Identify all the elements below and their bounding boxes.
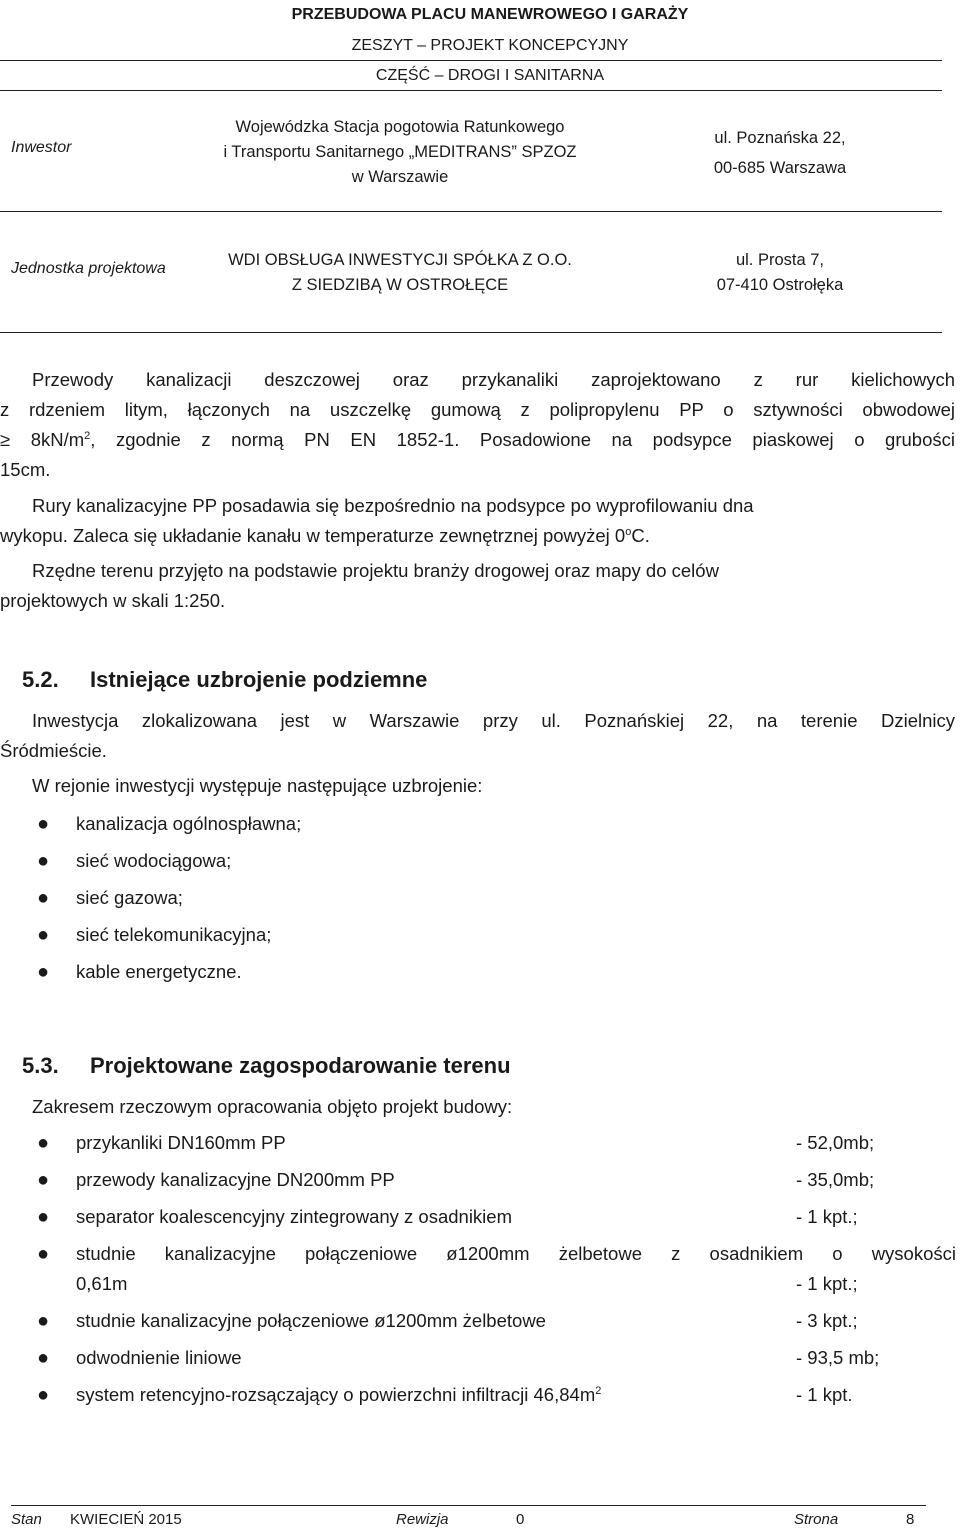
- footer-stan-label: Stan: [11, 1511, 42, 1528]
- header-divider: [0, 211, 942, 212]
- project-part: CZĘŚĆ – DROGI I SANITARNA: [375, 67, 605, 84]
- bullet-icon: ●: [37, 1243, 50, 1265]
- bullet-icon: ●: [37, 961, 50, 983]
- design-unit-address: ul. Prosta 7, 07-410 Ostrołęka: [716, 251, 844, 294]
- bullet-icon: ●: [37, 1347, 50, 1369]
- terrain-paragraph: Rzędne terenu przyjęto na podstawie projektu branży drogowej oraz mapy do celów projektowych w skali 1:250.: [0, 560, 719, 611]
- header-divider: [0, 60, 942, 61]
- header-divider: [0, 90, 942, 91]
- list-item: ● przykanliki DN160mm PP - 52,0mb;: [0, 1128, 955, 1165]
- header-divider: [0, 332, 942, 333]
- investor-name: Wojewódzka Stacja pogotowia Ratunkowego i Transportu Sanitarnego „MEDITRANS” SPZOZ w Warszawie: [223, 118, 577, 186]
- footer-strona-label: Strona: [794, 1511, 839, 1528]
- footer-rewizja-value: 0: [516, 1511, 525, 1528]
- bullet-icon: ●: [37, 1310, 50, 1332]
- existing-utilities-list: [0, 809, 955, 994]
- footer-divider: [11, 1505, 926, 1506]
- list-item: ● sieć gazowa;: [0, 883, 955, 920]
- scope-intro: Zakresem rzeczowym opracowania objęto projekt budowy:: [32, 1096, 513, 1117]
- list-item: ● kable energetyczne.: [0, 957, 955, 994]
- investor-label: Inwestor: [11, 139, 72, 156]
- list-item: ● kanalizacja ogólnospławna;: [0, 809, 955, 846]
- footer-page-number: 8: [906, 1511, 915, 1528]
- bullet-icon: ●: [37, 924, 50, 946]
- design-unit-name: WDI OBSŁUGA INWESTYCJI SPÓŁKA Z O.O. Z SIEDZIBĄ W OSTROŁĘCE: [228, 251, 572, 294]
- list-item: ● system retencyjno-rozsączający o powierzchni infiltracji $46,84m^2$ - 1 kpt.: [0, 1380, 955, 1417]
- list-item: ● sieć wodociągowa;: [0, 846, 955, 883]
- bullet-icon: ●: [37, 813, 50, 835]
- footer-stan-value: KWIECIEŃ 2015: [70, 1511, 182, 1528]
- bullet-icon: ●: [37, 887, 50, 909]
- list-item: ● studnie kanalizacyjne połączeniowe ø1200mm żelbetowe z osadnikiem o wysokości 0,61m - 1 kpt.;: [0, 1239, 955, 1306]
- section-heading-5-2: 5.2. Istniejące uzbrojenie podziemne: [22, 667, 428, 692]
- list-item: ● odwodnienie liniowe - 93,5 mb;: [0, 1343, 955, 1380]
- bullet-icon: ●: [37, 850, 50, 872]
- utilities-intro: W rejonie inwestycji występuje następujące uzbrojenie:: [32, 775, 483, 796]
- list-item: ● studnie kanalizacyjne połączeniowe ø1200mm żelbetowe - 3 kpt.;: [0, 1306, 955, 1343]
- list-item: ● przewody kanalizacyjne DN200mm PP - 35,0mb;: [0, 1165, 955, 1202]
- project-subtitle: ZESZYT – PROJEKT KONCEPCYJNY: [351, 37, 629, 54]
- pipes-paragraph: Przewody kanalizacji deszczowej oraz przykanaliki zaprojektowano z rur kielichowych z rdzeniem litym, łączonych na uszczelkę gumową z polipropylenu PP o sztywności obwodowej ≥ $8kN/m^2$, zgodnie z normą PN EN 1852-1. Posadowione na podsypce piaskowej o grubości 15cm.: [0, 369, 955, 480]
- project-title: PRZEBUDOWA PLACU MANEWROWEGO I GARAŻY: [291, 6, 689, 23]
- bullet-icon: ●: [37, 1132, 50, 1154]
- list-item: ● sieć telekomunikacyjna;: [0, 920, 955, 957]
- scope-list: [0, 1128, 955, 1417]
- location-paragraph: Inwestycja zlokalizowana jest w Warszawie przy ul. Poznańskiej 22, na terenie Dzielnicy Śródmieście.: [0, 710, 955, 761]
- footer-rewizja-label: Rewizja: [396, 1511, 449, 1528]
- bullet-icon: ●: [37, 1384, 50, 1406]
- design-unit-label: Jednostka projektowa: [11, 260, 166, 277]
- investor-address: ul. Poznańska 22, 00-685 Warszawa: [713, 129, 847, 177]
- bullet-icon: ●: [37, 1169, 50, 1191]
- list-item: ● separator koalescencyjny zintegrowany z osadnikiem - 1 kpt.;: [0, 1202, 955, 1239]
- bullet-icon: ●: [37, 1206, 50, 1228]
- laying-paragraph: Rury kanalizacyjne PP posadawia się bezpośrednio na podsypce po wyprofilowaniu dna wykopu. Zaleca się układanie kanału w temperaturze zewnętrznej powyżej 0$^o$C.: [0, 495, 754, 546]
- section-heading-5-3: 5.3. Projektowane zagospodarowanie terenu: [22, 1053, 511, 1078]
